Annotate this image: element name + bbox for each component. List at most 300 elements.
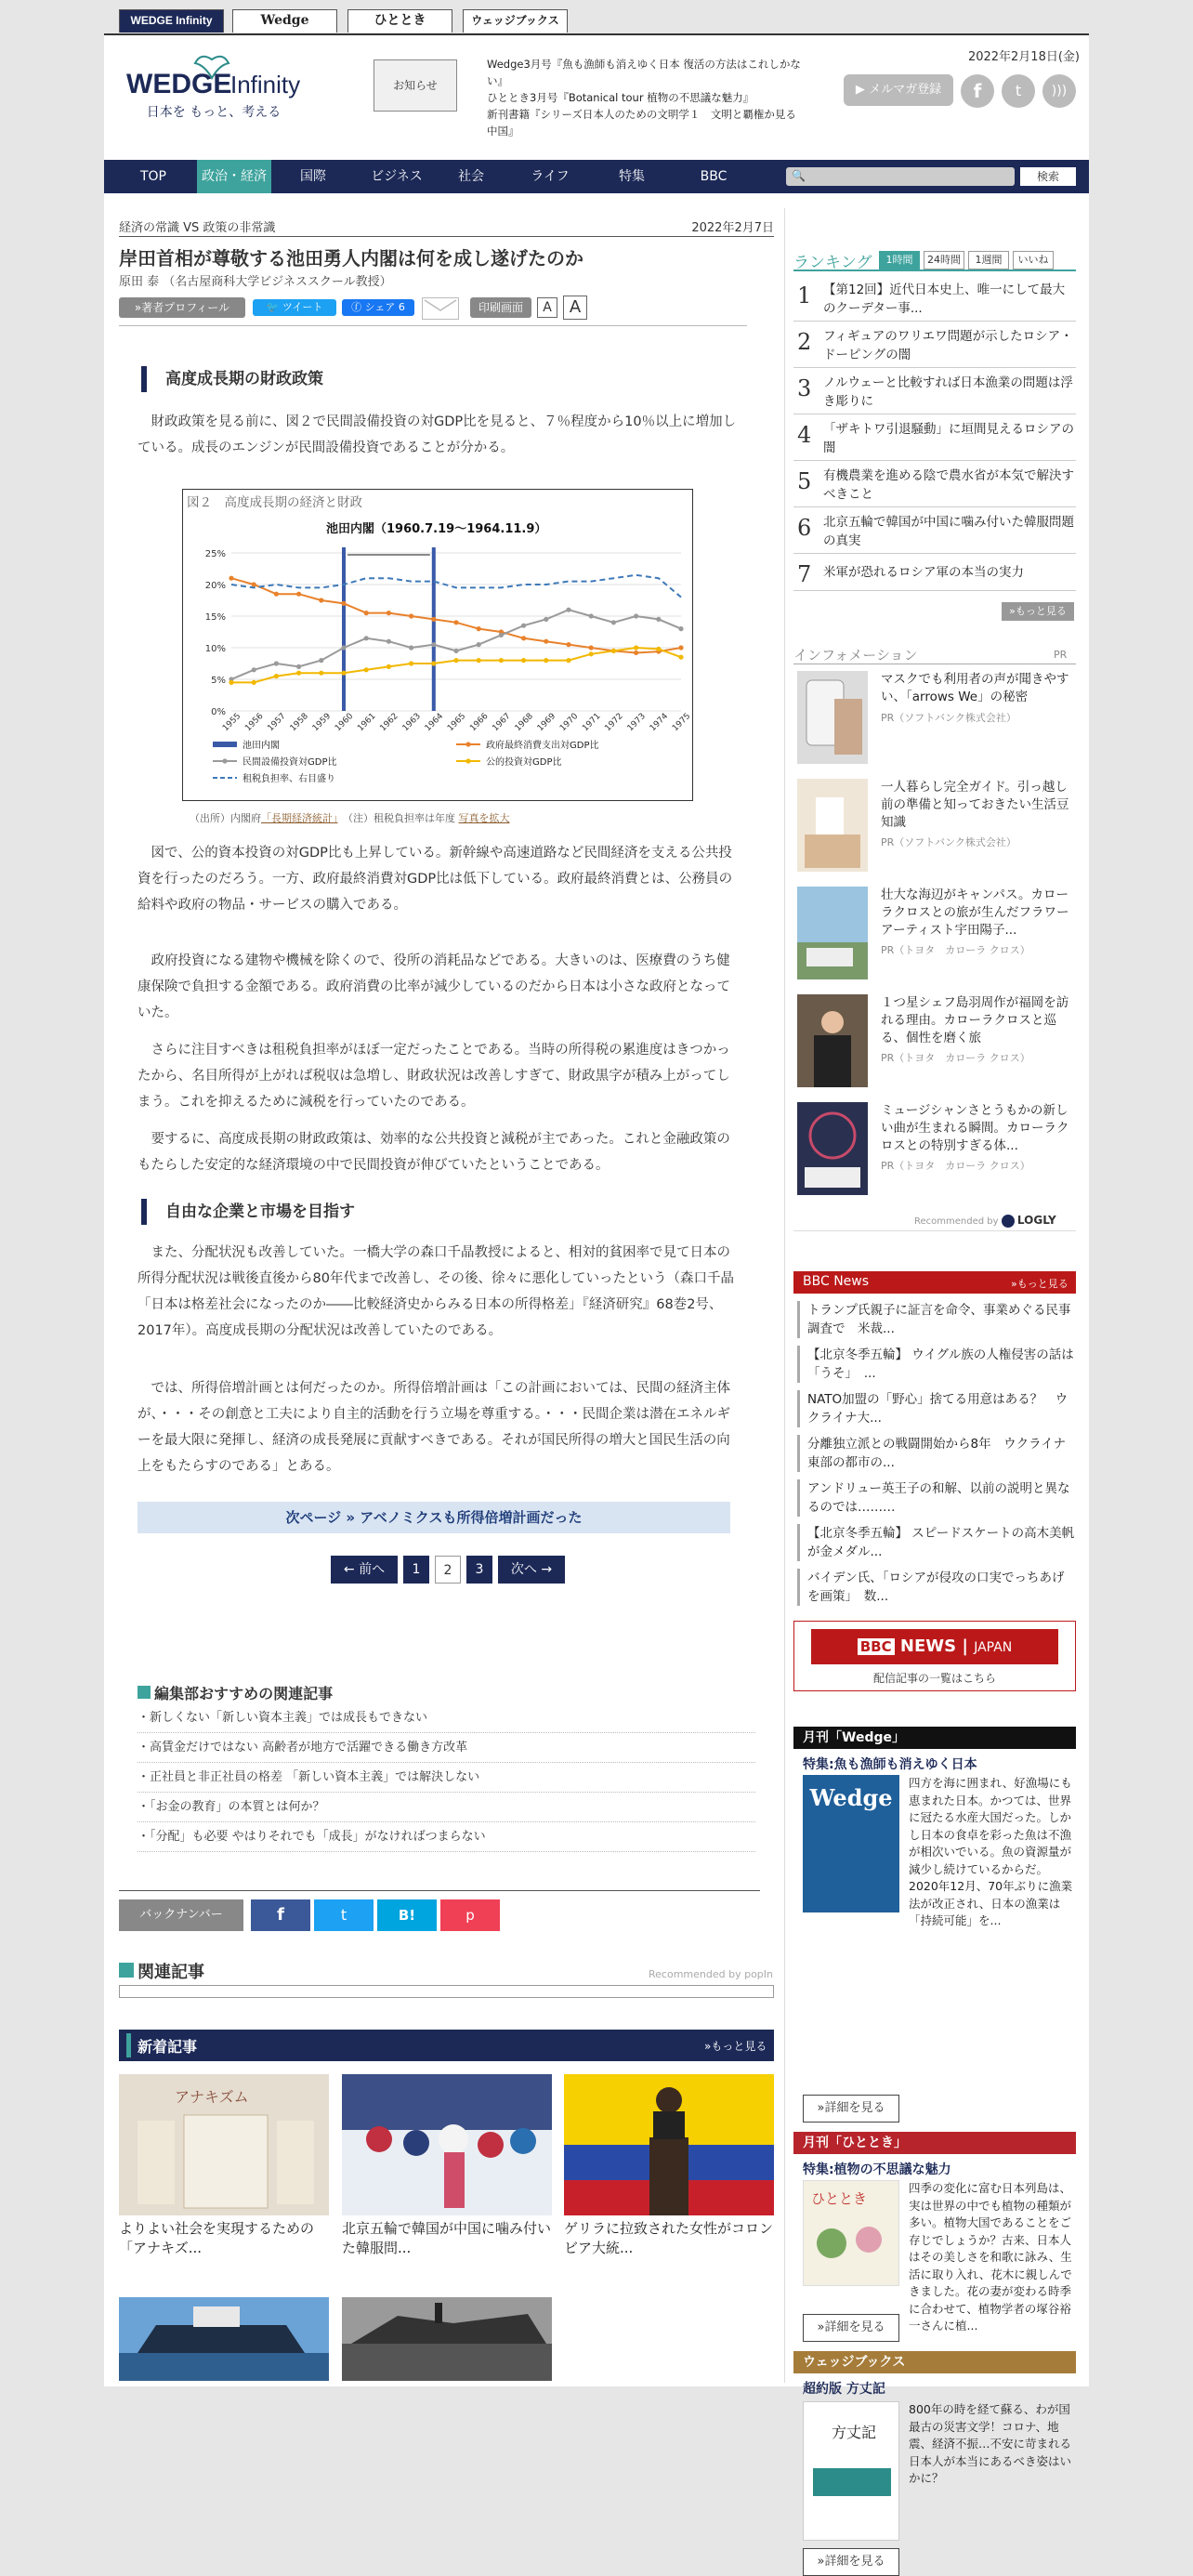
info-thumbnail [797,779,868,872]
bbc-more-link[interactable]: »もっと見る [1011,1278,1068,1290]
bbc-japan-word: JAPAN [974,1640,1013,1655]
ranking-text: 北京五輪で韓国が中国に噛み付いた韓服問題の真実 [823,515,1074,548]
chart-point [296,592,301,597]
news-title: よりよい社会を実現するための「アナキズ... [119,2220,315,2256]
notice-box[interactable]: お知らせ [374,59,457,112]
news-card[interactable] [119,2297,329,2381]
ranking-text: 米軍が恐れるロシア軍の本当の実力 [823,565,1024,580]
chart-point [477,626,481,631]
info-text: 一人暮らし完全ガイド。引っ越し前の準備と知っておきたい生活豆知識 [881,780,1069,830]
logly-credit[interactable] [914,1214,1056,1228]
chart-point [229,576,233,581]
chart-point [477,642,481,647]
notice-item[interactable]: Wedge3月号『魚も漁師も消えゆく日本 復活の方法はこれしかない』 [487,58,801,87]
chart-x-tick: 1965 [446,711,468,734]
facebook-share-icon[interactable]: f [251,1899,310,1931]
rank-number: 1 [797,283,812,309]
sidebar [793,217,1076,2569]
nav-life[interactable]: ライフ [531,169,570,184]
divider [119,236,774,237]
chart-x-tick: 1957 [266,711,288,734]
square-bullet-icon [119,1963,134,1978]
news-card[interactable] [342,2297,552,2381]
tweet-button[interactable] [253,299,336,316]
header [104,35,1089,160]
wedge-cover-title: Wedge [809,1784,893,1811]
chart-point [634,651,638,655]
info-pr-source: PR（トヨタ カローラ クロス） [881,1052,1030,1064]
nav-bbc[interactable]: BBC [700,169,728,184]
enlarge-photo-link[interactable]: 写真を拡大 [458,812,510,824]
pager-page-3[interactable]: 3 [466,1556,492,1584]
main-column [119,217,774,2383]
pager-page-2[interactable]: 2 [435,1556,461,1584]
mailmag-label: メルマガ登録 [869,83,942,97]
related-edit-item[interactable]: ・正社員と非正社員の格差 「新しい資本主義」では解決しない [138,1764,755,1793]
info-pr-source: PR（ソフトバンク株式会社） [881,836,1016,848]
news-thumbnail [564,2074,774,2215]
section-heading: 自由な企業と市場を目指す [141,1199,355,1225]
info-item[interactable] [793,667,1076,766]
popin-credit[interactable]: Recommended by popIn [649,1968,773,1980]
nav-international[interactable]: 国際 [300,169,326,184]
rank-number: 2 [797,329,812,355]
chart-x-tick: 1968 [513,711,535,734]
chart-x-tick: 1963 [400,711,423,734]
info-item[interactable] [793,775,1076,874]
chart-legend-label: 租税負担率、右目盛り [243,774,335,784]
accent-bar [126,2033,131,2057]
nav-society[interactable]: 社会 [458,169,484,184]
svg-text:WEDGE: WEDGE [126,69,232,99]
info-thumbnail [797,671,868,764]
search-input[interactable] [786,167,1015,186]
chart-point [431,661,436,665]
figure-source [190,810,510,825]
news-thumbnail [119,2297,329,2381]
ranking-item[interactable] [793,461,1076,507]
chart-point [656,647,661,651]
chart-legend-marker [465,758,470,763]
chart-y-tick: 0% [211,707,226,717]
divider [793,269,1076,271]
books-header: ウェッジブックス [793,2351,1076,2373]
related-title [119,1959,204,1983]
news-card[interactable] [119,2074,329,2258]
bbc-title: BBC News [803,1274,870,1289]
site-tab-wedge-infinity[interactable]: WEDGE Infinity [119,9,224,33]
info-pr-label: PR [1054,649,1068,661]
bbc-news-item[interactable]: トランプ氏親子に証言を命令、事業めぐる民事調査で 米裁... [797,1301,1076,1338]
bbc-news-item[interactable]: 【北京冬季五輪】 スピードスケートの高木美帆が金メダル... [797,1524,1076,1561]
site-tab-wedge[interactable]: Wedge [232,9,337,33]
related-edit-item[interactable]: ・「お金の教育」の本質とは何か？ [138,1794,755,1822]
ranking-item[interactable] [793,322,1076,368]
chart-legend-label: 政府最終消費支出対GDP比 [486,741,599,751]
share-label: シェア 6 [364,301,405,313]
info-title: インフォメーション [793,647,918,664]
divider [793,1230,1076,1231]
chart-point [387,611,391,615]
divider [119,1890,760,1891]
chart-bg [187,512,688,798]
site-tab-hitotoki[interactable]: ひととき [347,9,452,33]
ranking-more-button[interactable]: »もっと見る [1002,602,1074,621]
related-edit-item[interactable]: ・「分配」も必要 やはりそれでも「成長」がなければつまらない [138,1823,755,1852]
next-page-link[interactable]: 次ページ » アベノミクスも所得倍増計画だった [138,1502,730,1533]
ranking-text: 「ザキトワ引退騒動」に垣間見えるロシアの闇 [823,422,1074,455]
play-icon: ▶ [855,83,865,97]
pager-next-label: 次へ [510,1562,537,1577]
chart-point [387,639,391,644]
newest-more-link[interactable]: »もっと見る [704,2040,767,2053]
font-large-button[interactable]: A [563,296,587,320]
newest-header [119,2030,774,2061]
chart-point [499,658,504,663]
hitotoki-cover[interactable] [803,2180,899,2286]
chart-point [499,633,504,637]
bbc-banner[interactable] [793,1621,1076,1691]
chart-point [566,642,570,647]
chart-point [364,611,369,615]
hitotoki-cover-title: ひととき [811,2190,868,2207]
chart-x-tick: 1959 [310,711,334,734]
nav-feature[interactable]: 特集 [619,169,645,184]
rank-number: 3 [797,375,812,401]
chart-point [634,613,638,618]
chart-point [477,658,481,663]
info-pr-source: PR（トヨタ カローラ クロス） [881,1160,1030,1172]
header-date: 2022年2月18日(金) [967,50,1080,64]
wedge-mag-detail-button[interactable]: »詳細を見る [803,2095,899,2123]
books-cover[interactable] [803,2401,899,2541]
arrow-right-icon: → [541,1562,553,1577]
chart-point [453,658,458,663]
chart-point [319,658,323,663]
source-link[interactable]: 「長期経済統計」 [261,812,338,824]
news-thumbnail [342,2297,552,2381]
figure-caption: 図２ 高度成長期の経済と財政 [187,495,362,510]
chart-point [678,626,683,631]
info-text: 壮大な海辺がキャンパス。カローラクロスとの旅が生んだフラワーアーティスト宇田陽子... [881,887,1069,938]
news-card[interactable] [342,2074,552,2258]
related-edit-title [138,1682,333,1703]
twitter-bird-icon: 🐦 [266,301,280,313]
chart-point [274,661,279,665]
article-date: 2022年2月7日 [691,221,774,235]
chart-point [678,645,683,650]
pager-page-1[interactable]: 1 [403,1556,429,1584]
nav-top[interactable]: TOP [139,169,166,184]
chart-point [319,671,323,676]
chart-x-tick: 1964 [423,711,446,734]
section-heading: 高度成長期の財政政策 [141,366,323,392]
ranking-tab-1w[interactable]: 1週間 [968,251,1009,269]
chart-title: 池田内閣（1960.7.19〜1964.11.9） [326,522,547,536]
info-item[interactable] [793,991,1076,1089]
chart-y-tick: 15% [204,612,226,623]
chart-point [589,645,594,650]
bbc-news-item[interactable]: バイデン氏、「ロシアが侵攻の口実でっちあげを画策」 数... [797,1569,1076,1606]
chart-x-tick: 1962 [378,711,400,734]
ranking-item[interactable] [793,554,1076,591]
ranking-title: ランキング [793,254,872,272]
chart-x-tick: 1974 [648,711,671,734]
chart-point [589,651,594,656]
chart-x-tick: 1967 [491,711,513,734]
chart-point [611,620,616,624]
global-nav [104,160,1089,193]
chart-point [364,636,369,640]
arrow-left-icon: ← [343,1562,355,1577]
bbc-list-link[interactable]: 配信記事の一覧はこちら [872,1672,996,1685]
chart-point [274,674,279,678]
books-cover-title: 方丈記 [832,2424,877,2441]
info-thumbnail [797,1102,868,1195]
chart-y-tick: 20% [204,581,226,591]
news-title: 北京五輪で韓国が中国に噛み付いた韓服問... [342,2220,552,2256]
back-number-button[interactable]: バックナンバー [119,1899,243,1931]
notice-item[interactable]: 新刊書籍『シリーズ日本人のための文明学１ 文明と覇権か見る中国』 [487,108,796,138]
chart-point [544,617,548,622]
notice-item[interactable]: ひととき3月号『Botanical tour 植物の不思議な魅力』 [487,91,754,104]
logly-label: LOGLY [1016,1214,1056,1227]
ranking-tab-1h[interactable]: 1時間 [879,251,920,269]
chart-point [341,601,346,606]
news-title: ゲリラに拉致された女性がコロンビア大統... [564,2220,774,2256]
site-tabs-strip [0,0,1193,33]
chart-point [229,680,233,685]
chart-x-tick: 1975 [671,711,693,734]
chart-point [678,655,683,660]
ranking-item[interactable] [793,414,1076,461]
ranking-text: ノルウェーと比較すれば日本漁業の問題は浮き彫りに [823,375,1073,409]
twitter-icon[interactable]: t [1002,74,1035,108]
tweet-label: ツイート [282,301,323,313]
bbc-news-item[interactable]: NATO加盟の「野心」捨てる用意はある？ ウクライナ大... [797,1390,1076,1427]
chart-point [252,680,256,685]
ranking-text: フィギュアのワリエワ問題が示したロシア・ドーピングの闇 [823,329,1073,362]
news-thumbnail [342,2074,552,2215]
chart-x-tick: 1972 [603,711,625,734]
article-author[interactable]: 原田 泰 （名古屋商科大学ビジネススクール教授） [119,275,392,289]
bbc-logo: BBC NEWS | JAPAN [811,1629,1058,1664]
chart-x-tick: 1973 [625,711,648,734]
chart-point [611,649,616,653]
hatena-bookmark-icon[interactable]: B! [377,1899,437,1931]
related-title-text: 関連記事 [138,1963,204,1982]
pager-prev[interactable] [331,1556,398,1584]
wedge-mag-desc: 四方を海に囲まれ、好漁場にも恵まれた日本。かつては、世界に冠たる水産大国だった。しかし日本の食卓を彩った魚は不漁が相次いでいる。魚の資源量が減少し続けているからだ。2020年12月、70年ぶりに漁業法が改正され、日本の漁業は「持続可能」を... [909,1776,1073,1927]
mailmag-button[interactable] [844,74,953,106]
books-feature[interactable]: 超約版 方丈記 [803,2382,885,2397]
article-paragraph: また、分配状況も改善していた。一橋大学の森口千晶教授によると、相対的貧困率で見て日本の所得分配状況は戦後直後から80年代まで改善し、その後、徐々に悪化していったという（森口千晶「日本は格差社会になったのか――比較経済史からみる日本の所得格差」『経済研究』68巻2号、2017年）。高度成長期の分配状況は改善していたのである。 [138,1245,734,1338]
chart-point [521,624,526,628]
chart-point [296,671,301,676]
chart-point [319,598,323,602]
wedge-mag-header: 月刊「Wedge」 [793,1727,1076,1749]
chart-legend-marker [465,742,470,746]
chart-x-tick: 1955 [221,711,243,734]
chart-point [431,617,436,622]
chart-x-tick: 1958 [288,711,310,734]
search-button[interactable]: 検索 [1020,167,1076,186]
facebook-share-button[interactable] [342,299,414,316]
article-paragraph: では、所得倍増計画とは何だったのか。所得倍増計画は「この計画においては、民間の経済主体が、・・・その創意と工夫により自主的活動を行う立場を尊重する。・・・民間企業は潜在エネルギーを最大限に発揮し、経済の成長発展に貢献すべきである。それが国民所得の増大と国民生活の向上をもたらすのである」とある。 [138,1381,730,1474]
economy-fiscal-chart [187,512,693,798]
chart-point [296,664,301,669]
info-text: マスクでも利用者の声が聞きやすい、「arrows We」の秘密 [881,672,1069,704]
related-edit-item[interactable]: ・新しくない「新しい資本主義」では成長もできない [138,1704,755,1733]
author-profile-button[interactable]: »著者プロフィール [119,297,245,318]
page [104,33,1089,2569]
facebook-logo-icon: ⓕ [351,301,362,313]
chart-y-tick: 10% [204,644,226,654]
article-paragraph: 要するに、高度成長期の財政政策は、効率的な公共投資と減税が主であった。これと金融政策のもたらした安定的な経済環境の中で民間投資が伸びていたということである。 [138,1132,730,1173]
bbc-news-word: NEWS [899,1636,957,1656]
mail-icon[interactable] [422,297,459,320]
svg-text:Infinity: Infinity [230,71,301,99]
related-edit-item[interactable]: ・高賃金だけではない 高齢者が地方で活躍できる働き方改革 [138,1734,755,1763]
chart-point [544,658,548,663]
info-item[interactable] [793,883,1076,981]
hitotoki-detail-button[interactable]: »詳細を見る [803,2314,899,2342]
chart-x-tick: 1971 [581,711,603,734]
site-tagline: 日本を もっと、考える [146,105,282,120]
ranking-text: 有機農業を進める陰で農水省が本気で解決すべきこと [823,468,1074,502]
related-box [119,1985,774,1998]
nav-business[interactable]: ビジネス [371,169,423,184]
info-pr-source: PR（ソフトバンク株式会社） [881,712,1016,724]
info-text: ミュージシャンさとうもかの新しい曲が生まれる瞬間。カローラクロスとの特別すぎる体... [881,1103,1069,1153]
news-thumbnail [119,2074,329,2215]
pager-next[interactable] [498,1556,565,1584]
ranking-tab-like[interactable]: いいね [1013,251,1054,269]
ranking-item[interactable] [793,275,1076,322]
chart-point [566,658,570,663]
square-bullet-icon [138,1686,151,1699]
hitotoki-desc: 四季の変化に富む日本列島は、実は世界の中でも植物の種類が多い。植物大国であることをご存じでしょうか？古来、日本人はその美しさを和歌に詠み、生活に取り入れ、花木に親しんできました。花の妻が変わる時季に合わせて、植物学者の塚谷裕一さんに植... [909,2181,1072,2333]
ranking-text: 【第12回】近代日本史上、唯一にして最大のクーデター事... [823,283,1066,316]
recommended-by-label: Recommended by [914,1216,999,1227]
divider [119,325,747,326]
rank-number: 6 [797,515,812,541]
chart-legend-marker [222,758,227,763]
figure-2[interactable] [182,489,693,801]
site-tab-wedge-books[interactable]: ウェッジブックス [463,9,568,33]
chart-point [387,664,391,669]
pager-prev-label: 前へ [359,1562,386,1577]
info-item[interactable] [793,1098,1076,1197]
font-small-button[interactable]: A [537,297,557,318]
chart-point [544,639,548,644]
chart-point [341,671,346,676]
pocket-icon[interactable]: p [440,1899,500,1931]
chart-x-tick: 1961 [356,711,378,734]
nav-politics-economy[interactable]: 政治・経済 [197,160,271,193]
chart-point [409,645,413,650]
rank-number: 4 [797,422,812,448]
chart-point [252,667,256,672]
chart-point [566,608,570,612]
chart-legend-label: 池田内閣 [243,741,280,751]
column-divider [784,208,785,2383]
article-paragraph: 図で、公的資本投資の対GDP比も上昇している。新幹線や高速道路など民間経済を支える公共投資を行ったのだろう。一方、政府最終消費対GDP比は低下している。政府最終消費とは、公務員の給料や政府の物品・サービスの購入である。 [138,846,733,913]
chart-point [431,642,436,647]
chart-point [656,617,661,622]
search-icon: 🔍 [792,169,806,182]
chart-point [589,613,594,618]
chart-x-tick: 1969 [535,711,558,734]
info-thumbnail [797,994,868,1087]
article-title: 岸田首相が尊敬する池田勇人内閣は何を成し遂げたのか [119,247,583,269]
chart-point [409,613,413,618]
rss-icon[interactable]: ))) [1042,74,1076,108]
ranking-item[interactable] [793,368,1076,414]
chart-point [453,649,458,653]
chart-y-tick: 25% [204,549,226,559]
chart-point [274,592,279,597]
article-paragraph: さらに注目すべきは租税負担率がほぼ一定だったことである。当時の所得税の累進度はきつかったから、名目所得が上がれば税収は急増し、財政状況は改善しすぎて、財政黒字が積み上がってしまう。これを抑えるために減税を行っていたのである。 [138,1043,730,1110]
ranking-tab-24h[interactable]: 24時間 [924,251,964,269]
twitter-share-icon[interactable]: t [314,1899,374,1931]
chart-point [409,661,413,665]
chart-point [521,636,526,640]
bbc-box-logo: BBC [858,1638,895,1655]
chart-point [341,645,346,650]
logo-graphic [121,52,307,99]
info-pr-source: PR（トヨタ カローラ クロス） [881,944,1030,956]
chart-point [252,582,256,586]
chart-x-tick: 1966 [468,711,491,734]
wedge-mag-feature[interactable]: 特集:魚も漁師も消えゆく日本 [803,1757,977,1772]
bbc-news-item[interactable]: 分離独立派との戦闘開始から8年 ウクライナ東部の都市の... [797,1435,1076,1472]
chart-point [364,667,369,672]
info-text: １つ星シェフ島羽周作が福岡を訪れる理由。カローラクロスと巡る、個性を磨く旅 [881,995,1069,1045]
chart-y-tick: 5% [211,676,226,686]
wedge-mag-cover[interactable] [803,1775,899,1912]
logly-logo-icon [1002,1215,1015,1228]
article-paragraph: 政府投資になる建物や機械を除くので、役所の消耗品などである。大きいのは、医療費のうち健康保険で負担する金額である。政府消費の比率が減少しているのだから日本は小さな政府となっていた。 [138,953,730,1020]
bbc-news-item[interactable]: 【北京冬季五輪】 ウイグル族の人権侵害の話は「うそ」 ... [797,1346,1076,1383]
related-edit-title-text: 編集部おすすめの関連記事 [154,1685,334,1702]
print-button[interactable]: 印刷画面 [470,297,531,318]
source-note: （注）租税負担率は年度 [347,812,455,824]
rank-number: 7 [797,561,812,587]
chart-legend-label: 民間設備投資対GDP比 [243,757,337,768]
bbc-news-item[interactable]: アンドリュー英王子の和解、以前の説明と異なるのでは……… [797,1479,1076,1517]
bbc-header [793,1271,1076,1294]
hitotoki-feature[interactable]: 特集:植物の不思議な魅力 [803,2162,951,2177]
books-detail-button[interactable]: »詳細を見る [803,2548,899,2576]
rank-number: 5 [797,468,812,494]
facebook-icon[interactable]: f [961,74,994,108]
site-logo[interactable] [121,52,307,120]
chart-legend-label: 公的投資対GDP比 [486,757,562,768]
news-card[interactable] [564,2074,774,2258]
article-paragraph: 財政政策を見る前に、図２で民間設備投資の対GDP比を見ると、７％程度から10％以上に増加している。成長のエンジンが民間設備投資であることが分かる。 [138,414,737,455]
chart-point [634,645,638,650]
newest-title: 新着記事 [138,2038,198,2056]
svg-text:アナキズム: アナキズム [175,2088,249,2106]
info-thumbnail [797,887,868,979]
chart-point [453,620,458,624]
ranking-item[interactable] [793,507,1076,554]
chart-x-tick: 1960 [334,711,356,734]
article-series[interactable]: 経済の常識 VS 政策の非常識 [119,221,276,235]
books-desc: 800年の時を経て蘇る、わが国最古の災害文学！コロナ、地震、経済不振…不安に苛まれる日本人が本当にあるべき姿はいかに？ [909,2402,1072,2485]
source-prefix: （出所）内閣府 [190,812,261,824]
